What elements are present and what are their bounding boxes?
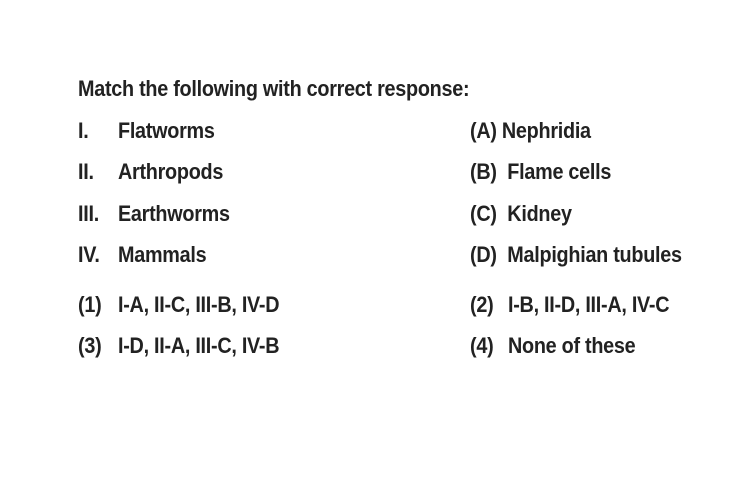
right-item	[470, 242, 682, 268]
left-item-text: Flatworms	[118, 118, 215, 143]
answer-option-number[interactable]: (4)	[470, 333, 494, 358]
right-item-label: (C)	[470, 201, 497, 226]
right-item-text: Nephridia	[501, 118, 591, 143]
right-item-label: (A)	[470, 118, 497, 143]
left-item-text: Mammals	[118, 242, 207, 267]
left-item-text: Earthworms	[118, 201, 230, 226]
answer-option-text[interactable]: I-A, II-C, III-B, IV-D	[118, 292, 280, 317]
answer-option-number[interactable]: (3)	[78, 333, 102, 358]
right-item	[470, 201, 572, 227]
right-item	[470, 159, 611, 185]
answer-option-number[interactable]: (1)	[78, 292, 102, 317]
answer-option-number[interactable]: (2)	[470, 292, 494, 317]
answer-option-text[interactable]: I-B, II-D, III-A, IV-C	[508, 292, 670, 317]
right-item-text: Malpighian tubules	[507, 242, 682, 267]
right-item-label: (B)	[470, 159, 497, 184]
right-item-label: (D)	[470, 242, 497, 267]
answer-option-text[interactable]: None of these	[508, 333, 636, 358]
left-item-numeral: IV.	[78, 242, 100, 267]
left-item-numeral: I.	[78, 118, 89, 143]
left-item-numeral: II.	[78, 159, 94, 184]
right-item-text: Kidney	[507, 201, 572, 226]
left-item-text: Arthropods	[118, 159, 224, 184]
left-item-numeral: III.	[78, 201, 99, 226]
right-item-text: Flame cells	[507, 159, 612, 184]
question-prompt: Match the following with correct response:	[78, 76, 470, 101]
right-item	[470, 118, 591, 144]
answer-option-text[interactable]: I-D, II-A, III-C, IV-B	[118, 333, 280, 358]
